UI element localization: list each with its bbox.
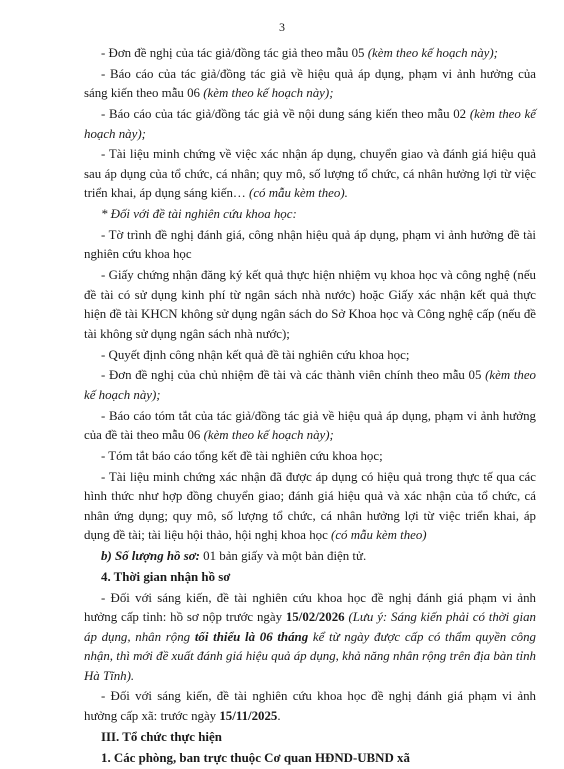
- text-segment: (có mẫu kèm theo).: [249, 186, 348, 201]
- text-segment: III. Tổ chức thực hiện: [101, 729, 222, 744]
- text-segment: - Đơn đề nghị của chủ nhiệm đề tài và các thành viên chính theo mẫu 05: [101, 368, 486, 383]
- paragraph: [84, 407, 536, 446]
- text-segment: - Đơn đề nghị của tác giả/đồng tác giả theo mẫu 05: [101, 46, 368, 60]
- paragraph: [84, 266, 536, 344]
- paragraph: [84, 687, 536, 726]
- page-number: 3: [279, 20, 285, 34]
- paragraph: [84, 65, 536, 104]
- paragraph: [84, 145, 536, 204]
- text-segment: 01 bản giấy và một bản điện tử.: [199, 549, 367, 564]
- paragraph: [84, 366, 536, 405]
- text-segment: * Đối với đề tài nghiên cứu khoa học:: [101, 207, 297, 222]
- text-segment: - Tài liệu minh chứng xác nhận đã được áp dụng có hiệu quả trong thực tế qua các hình thức như hợp đồng chuyển giao; đánh giá hiệu quả và xác nhận của tổ chức, cá nhân ứng dụng; quy mô, số lượng tổ chức, cá nhân hưởng lợi từ việc triển khai, áp dụng đề tài; tài liệu hội thảo, hội nghị khoa học: [84, 469, 536, 543]
- text-segment: tối thiểu là 06 tháng: [194, 629, 309, 644]
- text-segment: - Đối với sáng kiến, đề tài nghiên cứu khoa học đề nghị đánh giá phạm vi ảnh hưởng cấp tỉnh: hồ sơ nộp trước ngày: [84, 590, 536, 625]
- text-segment: - Báo cáo của tác giả/đồng tác giả về hiệu quả áp dụng, phạm vi ảnh hưởng của sáng kiến theo mẫu 06: [84, 66, 536, 101]
- text-segment: (kèm theo kế hoạch này);: [84, 107, 536, 141]
- paragraph: [84, 468, 536, 546]
- text-segment: 1. Các phòng, ban trực thuộc Cơ quan HĐND-UBND xã: [101, 750, 410, 765]
- paragraph: [84, 728, 536, 748]
- text-segment: 15/11/2025: [219, 708, 278, 723]
- text-segment: (kèm theo kế hoạch này);: [203, 428, 334, 443]
- paragraph: [84, 105, 536, 144]
- text-segment: (kèm theo kế hoạch này);: [367, 46, 498, 60]
- text-segment: - Tài liệu minh chứng về việc xác nhận áp dụng, chuyển giao và đánh giá hiệu quả sau áp dụng của tổ chức, cá nhân; quy mô, số lượng tổ chức, cá nhân hưởng lợi từ việc triển khai, áp dụng sáng kiến…: [84, 147, 536, 201]
- text-segment: - Tờ trình đề nghị đánh giá, công nhận hiệu quả áp dụng, phạm vi ảnh hưởng đề tài nghiên cứu khoa học: [84, 227, 536, 262]
- text-segment: - Giấy chứng nhận đăng ký kết quả thực hiện nhiệm vụ khoa học và công nghệ (nếu đề tài có sử dụng kinh phí từ ngân sách nhà nước) hoặc Giấy xác nhận kết quả thực hiện đề tài KHCN không sử dụng ngân sách do Sở Khoa học và Công nghệ cấp (nếu đề tài không sử dụng ngân sách nhà nước);: [84, 268, 536, 341]
- text-segment: - Báo cáo của tác giả/đồng tác giả về nội dung sáng kiến theo mẫu 02: [101, 107, 470, 122]
- text-segment: - Quyết định công nhận kết quả đề tài nghiên cứu khoa học;: [101, 347, 410, 362]
- text-segment: (kèm theo kế hoạch này);: [203, 86, 334, 101]
- paragraph: [84, 226, 536, 265]
- text-segment: kể từ ngày được cấp có thẩm quyền công nhận, thì mới đề xuất đánh giá hiệu quả áp dụng, khả năng nhân rộng trên địa bàn tỉnh Hà Tĩnh).: [84, 629, 536, 683]
- text-segment: - Báo cáo tóm tắt của tác giả/đồng tác giả về hiệu quả áp dụng, phạm vi ảnh hưởng của đề tài theo mẫu 06: [84, 408, 536, 443]
- text-segment: .: [277, 708, 281, 723]
- text-segment: (có mẫu kèm theo): [331, 528, 427, 543]
- text-segment: (Lưu ý: Sáng kiến phải có thời gian áp dụng, nhân rộng: [84, 610, 536, 644]
- paragraph: [84, 44, 536, 64]
- paragraph: [84, 547, 536, 567]
- text-segment: 15/02/2026: [285, 610, 345, 625]
- text-segment: (kèm theo kế hoạch này);: [84, 368, 536, 402]
- paragraph: [84, 205, 536, 225]
- paragraph: [84, 589, 536, 687]
- text-segment: 4. Thời gian nhận hồ sơ: [101, 569, 231, 584]
- text-segment: b) Số lượng hồ sơ:: [101, 549, 200, 564]
- text-segment: - Tóm tắt báo cáo tổng kết đề tài nghiên cứu khoa học;: [101, 448, 383, 463]
- paragraph: [84, 568, 536, 588]
- text-segment: - Đối với sáng kiến, đề tài nghiên cứu khoa học đề nghị đánh giá phạm vi ảnh hưởng cấp xã: trước ngày: [84, 689, 536, 723]
- document-body: [84, 44, 536, 769]
- paragraph: [84, 346, 536, 366]
- paragraph: [84, 447, 536, 467]
- paragraph: [84, 749, 536, 769]
